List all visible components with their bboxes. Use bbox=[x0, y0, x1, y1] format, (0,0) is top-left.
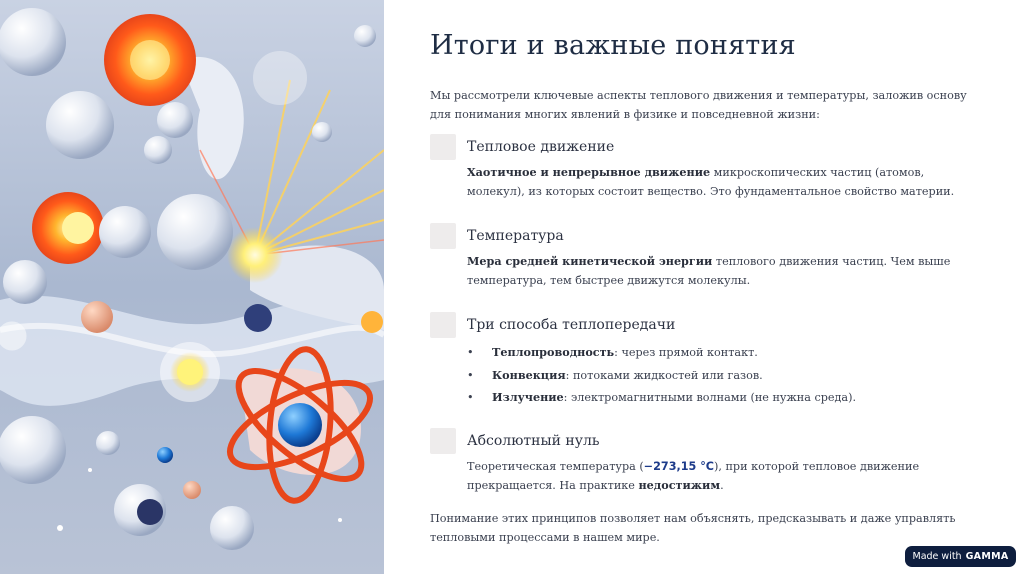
section-title-absolute-zero: Абсолютный нуль bbox=[467, 433, 600, 449]
list-item: • Излучение: электромагнитными волнами (не нужна среда). bbox=[467, 390, 856, 404]
bullet-term: Конвекция bbox=[492, 368, 566, 382]
section-bold-term: недостижим bbox=[638, 478, 721, 492]
section-text-temperature bbox=[467, 252, 967, 290]
list-item: • Теплопроводность: через прямой контакт. bbox=[467, 345, 758, 359]
square-placeholder-icon bbox=[430, 223, 456, 249]
section-bold-term: Мера средней кинетической энергии bbox=[467, 254, 713, 268]
conclusion-paragraph: Понимание этих принципов позволяет нам объяснять, предсказывать и даже управлять тепловыми процессами в нашем мире. bbox=[430, 512, 956, 544]
section-body: теплового движения частиц. Чем выше температура, тем быстрее движутся молекулы. bbox=[467, 255, 951, 287]
bullet-desc: : потоками жидкостей или газов. bbox=[565, 369, 763, 382]
intro-paragraph: Мы рассмотрели ключевые аспекты теплового движения и температуры, заложив основу для понимания многих явлений в физике и повседневной жизни: bbox=[430, 89, 967, 121]
page-title: Итоги и важные понятия bbox=[430, 30, 796, 61]
bullet-desc: : через прямой контакт. bbox=[614, 346, 758, 359]
section-title-heat-transfer: Три способа теплопередачи bbox=[467, 317, 676, 333]
bullet-desc: : электромагнитными волнами (не нужна среда). bbox=[563, 391, 856, 404]
list-item: • Конвекция: потоками жидкостей или газов. bbox=[467, 368, 763, 382]
made-with-gamma-badge[interactable] bbox=[905, 546, 1016, 567]
section-text-absolute-zero bbox=[467, 457, 967, 495]
section-title-thermal-motion: Тепловое движение bbox=[467, 139, 615, 155]
section-body: микроскопических частиц (атомов, молекул), из которых состоит вещество. Это фундаментальное свойство материи. bbox=[467, 166, 955, 198]
section-bold-term: Хаотичное и непрерывное движение bbox=[467, 165, 711, 179]
square-placeholder-icon bbox=[430, 134, 456, 160]
bullet-term: Излучение bbox=[492, 390, 564, 404]
section-body: Теоретическая температура ( bbox=[467, 460, 644, 473]
section-body: ), при которой тепловое движение прекращается. На практике bbox=[467, 460, 920, 492]
square-placeholder-icon bbox=[430, 428, 456, 454]
bullet-term: Теплопроводность bbox=[492, 345, 615, 359]
gamma-logo: GAMMA bbox=[965, 551, 1009, 562]
hero-illustration bbox=[0, 0, 384, 574]
square-placeholder-icon bbox=[430, 312, 456, 338]
section-body: . bbox=[720, 479, 724, 492]
temperature-value: −273,15 °C bbox=[643, 460, 714, 473]
badge-prefix: Made with bbox=[912, 551, 962, 562]
section-text-thermal-motion bbox=[467, 163, 967, 201]
section-title-temperature: Температура bbox=[467, 228, 564, 244]
